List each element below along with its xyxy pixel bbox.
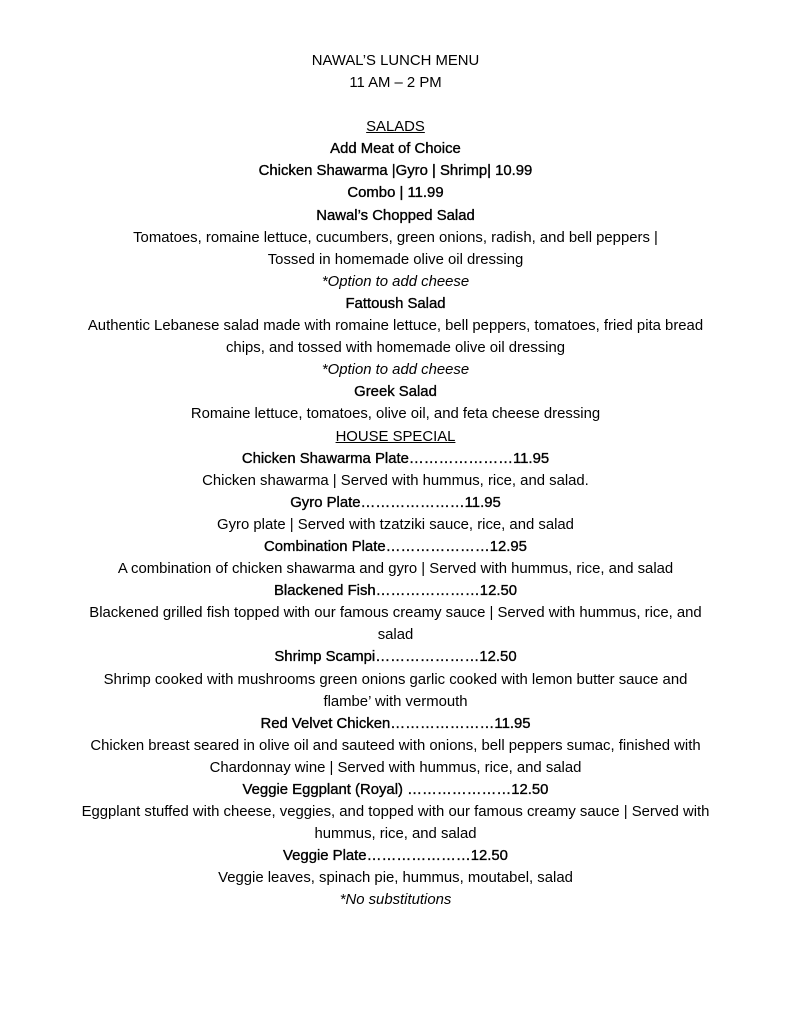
special-item-description: Eggplant stuffed with cheese, veggies, and topped with our famous creamy sauce | Served with — [81, 804, 710, 821]
special-item-description: Shrimp cooked with mushrooms green onions garlic cooked with lemon butter sauce and — [103, 671, 688, 688]
special-item-title: Veggie Plate…………………12.50 — [283, 848, 508, 865]
special-item-description: flambe’ with vermouth — [323, 693, 468, 710]
special-item-description: hummus, rice, and salad — [314, 826, 477, 843]
salad-description: Tossed in homemade olive oil dressing — [267, 251, 524, 268]
salad-name: Greek Salad — [354, 384, 437, 401]
meat-prices: Chicken Shawarma |Gyro | Shrimp| 10.99 — [258, 163, 533, 180]
salad-name: Fattoush Salad — [345, 295, 446, 312]
special-item-description: Blackened grilled fish topped with our famous creamy sauce | Served with hummus, rice, and — [89, 605, 702, 622]
special-item-description: Chicken shawarma | Served with hummus, rice, and salad. — [202, 472, 589, 489]
menu-title: NAWAL’S LUNCH MENU — [311, 53, 480, 69]
special-item-description: Chicken breast seared in olive oil and sauteed with onions, bell peppers sumac, finished with — [90, 737, 701, 754]
special-item-title: Veggie Eggplant (Royal) …………………12.50 — [242, 782, 549, 798]
section-heading-house-special: HOUSE SPECIAL — [335, 428, 456, 445]
salad-description: Romaine lettuce, tomatoes, olive oil, and feta cheese dressing — [190, 406, 601, 423]
salad-note: *Option to add cheese — [321, 362, 470, 379]
special-item-description: salad — [377, 627, 414, 644]
special-item-title: Shrimp Scampi…………………12.50 — [274, 649, 517, 666]
menu-hours: 11 AM – 2 PM — [349, 75, 442, 92]
salad-description: Tomatoes, romaine lettuce, cucumbers, green onions, radish, and bell peppers | — [133, 229, 658, 246]
footnote-no-substitutions: *No substitutions — [339, 892, 452, 909]
salad-description: Authentic Lebanese salad made with romaine lettuce, bell peppers, tomatoes, fried pita bread — [87, 318, 704, 335]
special-item-title: Chicken Shawarma Plate…………………11.95 — [241, 450, 550, 467]
special-item-description: Chardonnay wine | Served with hummus, rice, and salad — [209, 759, 582, 776]
special-item-title: Blackened Fish…………………12.50 — [273, 583, 518, 600]
special-item-title: Combination Plate…………………12.95 — [264, 538, 527, 555]
salad-description: chips, and tossed with homemade olive oil dressing — [225, 340, 565, 357]
special-item-title: Red Velvet Chicken…………………11.95 — [260, 715, 531, 732]
add-meat-label: Add Meat of Choice — [330, 141, 461, 158]
special-item-title: Gyro Plate…………………11.95 — [290, 494, 501, 511]
salad-name: Nawal’s Chopped Salad — [316, 207, 475, 224]
special-item-description: Gyro plate | Served with tzatziki sauce, rice, and salad — [217, 516, 574, 533]
salad-note: *Option to add cheese — [321, 273, 470, 290]
section-heading-salads: SALADS — [366, 119, 425, 136]
special-item-description: Veggie leaves, spinach pie, hummus, moutabel, salad — [218, 870, 573, 887]
special-item-description: A combination of chicken shawarma and gyro | Served with hummus, rice, and salad — [117, 561, 674, 578]
combo-price: Combo | 11.99 — [347, 185, 444, 202]
